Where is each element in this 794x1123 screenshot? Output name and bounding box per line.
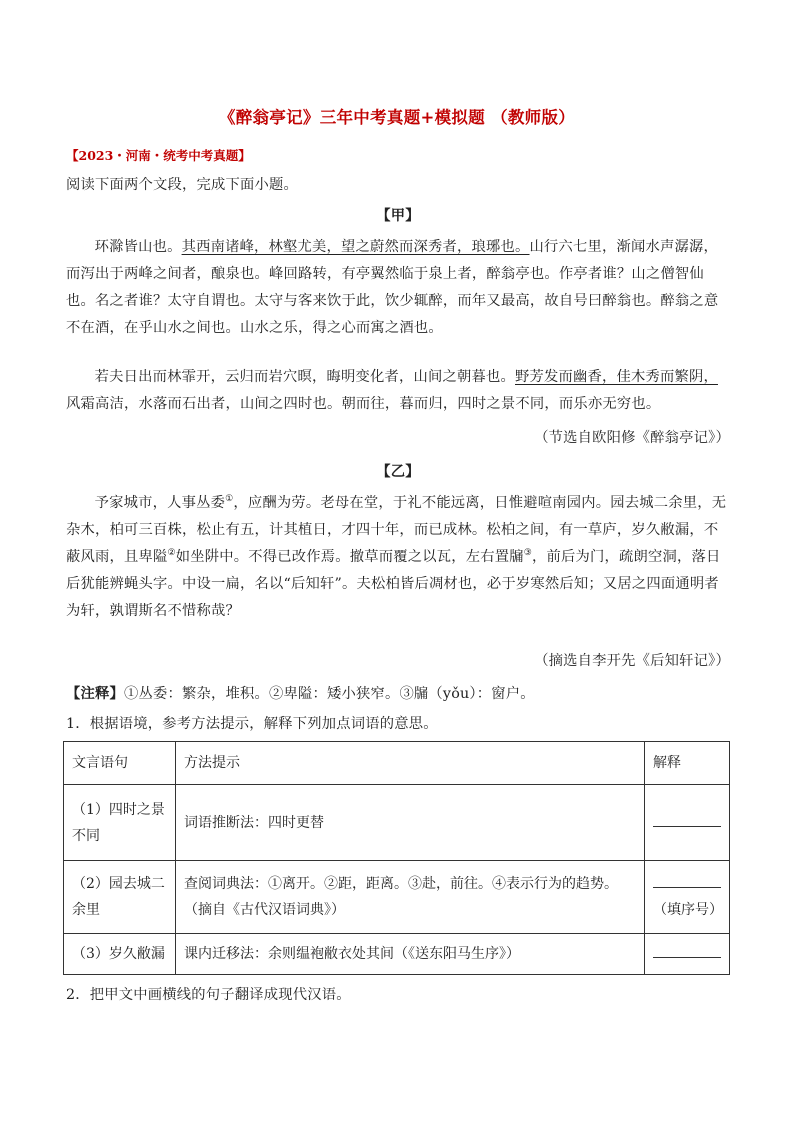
answer-cell[interactable] — [645, 861, 730, 934]
answer-blank[interactable] — [653, 810, 721, 827]
page-title: 《醉翁亭记》三年中考真题+模拟题 （教师版） — [218, 108, 576, 127]
passage-yi-paragraph: 予家城市，人事丛委①，应酬为劳。老母在堂，于礼不能远离，日惟避喧南园内。园去城二余里，无杂木，柏可三百株，松止有五，计其植日，才四十年，而已成林。松柏之间，有一草庐，岁久敝漏，不蔽风雨，且卑隘②如坐阱中。不得已改作焉。撤草而覆之以瓦，左右置牖③，前后为门，疏朗空洞，落日后犹能辨蝇头字。中设一扁，名以“后知轩”。夫松柏皆后凋材也，必于岁寒然后知；又居之四面通明者为轩，孰谓斯名不惜称哉？ — [66, 494, 727, 619]
note-marker-2: ② — [167, 548, 176, 559]
answer-note: （填序号） — [653, 902, 723, 918]
table-row — [64, 785, 730, 861]
question-1: 1．根据语境，参考方法提示，解释下列加点词语的意思。 — [66, 716, 438, 732]
note-marker-3: ③ — [523, 548, 532, 559]
row-hint: 课内迁移法：余则缊袍敝衣处其间（《送东阳马生序》） — [176, 934, 645, 975]
header-hint: 方法提示 — [176, 742, 645, 785]
notes-label: 【注释】 — [66, 686, 124, 702]
table-row — [64, 861, 730, 934]
row-sentence: （3）岁久敝漏 — [64, 934, 176, 975]
answer-blank[interactable] — [653, 871, 721, 888]
answer-cell[interactable] — [645, 785, 730, 861]
exam-source-tag: 【2023・河南・统考中考真题】 — [66, 148, 251, 163]
instruction-text: 阅读下面两个文段，完成下面小题。 — [66, 177, 298, 193]
question-1-table — [63, 741, 730, 975]
row-hint: 词语推断法：四时更替 — [176, 785, 645, 861]
passage-yi-heading: 【乙】 — [376, 464, 420, 480]
row-sentence: （1）四时之景不同 — [64, 785, 176, 861]
answer-cell[interactable] — [645, 934, 730, 975]
note-marker-1: ① — [225, 494, 234, 505]
table-header-row — [64, 742, 730, 785]
table-row — [64, 934, 730, 975]
notes — [66, 681, 730, 708]
row-sentence: （2）园去城二余里 — [64, 861, 176, 934]
row-hint: 查阅词典法：①离开。②距，距离。③赴，前往。④表示行为的趋势。（摘自《古代汉语词典》） — [176, 861, 645, 934]
header-sentence: 文言语句 — [64, 742, 176, 785]
notes-text: ①丛委：繁杂，堆积。②卑隘：矮小狭窄。③牖（yǒu）：窗户。 — [124, 686, 535, 702]
passage-jia-heading: 【甲】 — [376, 208, 420, 224]
passage-jia-paragraph-2: 若夫日出而林霏开，云归而岩穴暝，晦明变化者，山间之朝暮也。野芳发而幽香，佳木秀而繁阴，风霜高洁，水落而石出者，山间之四时也。朝而往，暮而归，四时之景不同，而乐亦无穷也。 — [66, 369, 718, 412]
passage-yi-source: （摘选自李开先《后知轩记》） — [534, 653, 730, 669]
passage-jia-source: （节选自欧阳修《醉翁亭记》） — [534, 430, 730, 446]
underlined-sentence-2: 野芳发而幽香，佳木秀而繁阴， — [515, 369, 718, 385]
answer-blank[interactable] — [653, 941, 721, 958]
question-2: 2．把甲文中画横线的句子翻译成现代汉语。 — [66, 987, 351, 1003]
header-answer: 解释 — [645, 742, 730, 785]
passage-jia-paragraph-1: 环滁皆山也。其西南诸峰，林壑尤美，望之蔚然而深秀者，琅琊也。山行六七里，渐闻水声潺潺，而泻出于两峰之间者，酿泉也。峰回路转，有亭翼然临于泉上者，醉翁亭也。作亭者谁？山之僧智仙也。名之者谁？太守自谓也。太守与客来饮于此，饮少辄醉，而年又最高，故自号曰醉翁也。醉翁之意不在酒，在乎山水之间也。山水之乐，得之心而寓之酒也。 — [66, 239, 719, 336]
underlined-sentence-1: 其西南诸峰，林壑尤美，望之蔚然而深秀者，琅琊也。 — [181, 239, 530, 255]
